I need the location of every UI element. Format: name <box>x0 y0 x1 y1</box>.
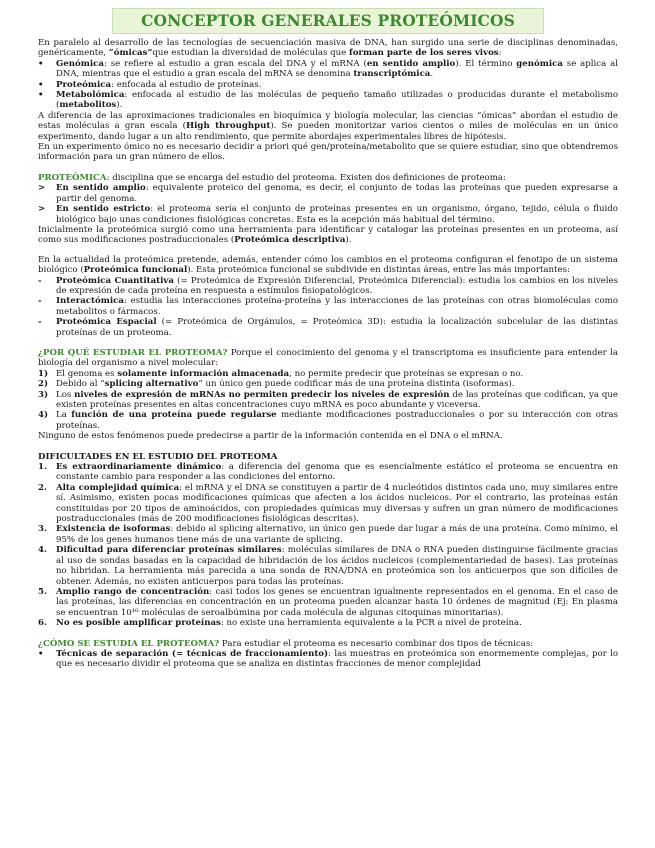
text: (= Proteómica de Expresión Diferencial, Proteómica Diferencial): estudia los cambios en los niveles de expresión de cada proteína en respuesta a estímulos fisiopatológicos. <box>56 275 619 296</box>
list-item <box>38 649 618 670</box>
text: Inicialmente la proteómica surgió como una herramienta para identificar y catalogar las proteínas presentes en un proteoma, así como sus modificaciones postraduccionales ( <box>38 224 618 246</box>
list-item <box>38 59 618 80</box>
list-item <box>38 183 618 204</box>
spacer <box>38 163 618 173</box>
text-bold: Proteómica descriptiva <box>234 235 346 246</box>
text-bold: splicing alternativo <box>104 379 199 390</box>
list-number: 1) <box>38 368 49 379</box>
text: Para estudiar el proteoma es necesario combinar dos tipos de técnicas: <box>219 638 534 649</box>
text-bold: “ómicas” <box>108 48 153 59</box>
title-banner <box>112 8 544 34</box>
term: Técnicas de separación (= técnicas de fraccionamiento) <box>56 648 329 659</box>
spacer <box>38 442 618 452</box>
list-item <box>38 369 618 379</box>
text: : el proteoma sería el conjunto de proteínas presentes en un organismo, órgano, tejido, célula o fluido biológico bajo unas condiciones fisiológicas concretas. Esta es la acepción más habitual del término. <box>56 204 618 225</box>
term: Amplio rango de concentración <box>56 586 210 597</box>
dash-marker: - <box>38 296 42 307</box>
list-item <box>38 276 618 297</box>
paragraph: Ninguno de estos fenómenos puede predecirse a partir de la información contenida en el DNA o el mRNA. <box>38 431 503 442</box>
text: : a diferencia del genoma que es esencialmente estático el proteoma se encuentra en constante cambio para responder a las condiciones del entorno. <box>56 462 618 483</box>
term: Alta complejidad química <box>56 482 180 493</box>
bullet-icon: • <box>38 58 44 69</box>
section-heading: ¿CÓMO SE ESTUDIA EL PROTEOMA? <box>38 638 220 649</box>
page-title: CONCEPTOR GENERALES PROTEÓMICOS <box>141 10 515 30</box>
term: Genómica <box>56 58 104 69</box>
bullet-icon: • <box>38 648 44 659</box>
arrow-marker-icon: > <box>38 183 46 194</box>
list-item <box>38 618 618 628</box>
list-number: 3. <box>38 524 47 535</box>
text: ). Esta proteómica funcional se subdivide en distintas áreas, entre las más importantes: <box>187 265 570 276</box>
text: : <box>498 48 502 59</box>
text: : moléculas similares de DNA o RNA pueden distinguirse fácilmente gracias al uso de sondas basadas en la capacidad de hibridación de los ácidos nucleicos (complementariedad de bases). Las proteínas no hibridan. La herramienta más parecida a una sonda de RNA/DNA en proteómica son los anticuerpos que son difíciles de obtener. Además, no existen anticuerpos para todas las proteínas. <box>56 545 618 587</box>
bullet-icon: • <box>38 90 44 101</box>
list-number: 1. <box>38 462 47 473</box>
intro-paragraph <box>38 38 618 59</box>
term: Existencia de isoformas <box>56 524 171 535</box>
document-page <box>38 8 618 670</box>
term: No es posible amplificar proteínas <box>56 618 221 629</box>
text: . <box>430 69 434 80</box>
text: de las proteínas que codifican, ya que existen proteínas presentes en altas concentraciones cuyo mRNA es poco abundante y viceversa. <box>56 389 618 410</box>
text: : enfocada al estudio de proteínas. <box>111 79 262 90</box>
text: El genoma es <box>56 368 118 379</box>
text: En la actualidad la proteómica pretende, además, entender cómo los cambios en el proteoma configuran el fenotipo de un sistema biológico ( <box>38 254 618 276</box>
paragraph <box>38 111 618 142</box>
list-item <box>38 410 618 431</box>
text: ” un único gen puede codificar más de una proteína distinta (isoformas). <box>198 379 515 390</box>
spacer <box>38 629 618 639</box>
proteomica-areas <box>38 276 618 338</box>
list-item <box>38 80 618 90</box>
list-item <box>38 379 618 389</box>
text: Debido al “ <box>56 379 105 390</box>
dificultades-list <box>38 462 618 629</box>
list-number: 2. <box>38 482 47 493</box>
paragraph: En un experimento ómico no es necesario decidir a priori qué gen/proteína/metabolito que se quiere estudiar, sino que obtendremos información para un gran número de ellos. <box>38 142 618 163</box>
term: Proteómica Espacial <box>56 317 157 328</box>
list-item <box>38 390 618 411</box>
list-item <box>38 524 618 545</box>
dash-marker: - <box>38 275 42 286</box>
list-item <box>38 204 618 225</box>
section-heading: PROTEÓMICA <box>38 172 107 183</box>
text: Los <box>56 389 75 400</box>
paragraph <box>38 225 618 246</box>
text: : disciplina que se encarga del estudio del proteoma. Existen dos definiciones de proteoma: <box>106 172 506 183</box>
text-bold: niveles de expresión de mRNAs no permiten predecir los niveles de expresión <box>74 389 450 400</box>
list-number: 6. <box>38 618 47 629</box>
dash-marker: - <box>38 317 42 328</box>
text: ). El término <box>455 58 517 69</box>
list-item <box>38 587 618 618</box>
omics-list <box>38 59 618 111</box>
text: : las muestras en proteómica son enormemente complejas, por lo que es necesario dividir el proteoma que se analiza en distintas fracciones de menor complejidad <box>56 648 618 670</box>
text-bold: metabolitos <box>59 100 117 111</box>
proteoma-definitions <box>38 183 618 225</box>
text: : equivalente proteico del genoma, es decir, el conjunto de todas las proteínas que pueden expresarse a partir del genoma. <box>56 183 618 204</box>
list-item <box>38 545 618 587</box>
text-bold: High throughput <box>186 121 271 132</box>
text: mediante modificaciones postraduccionales o por su interacción con otras proteínas. <box>56 410 618 431</box>
proteomica-lead <box>38 173 618 183</box>
term: Interactómica <box>56 296 124 307</box>
text: ). <box>116 100 123 111</box>
text: A diferencia de las aproximaciones tradicionales en bioquímica y biología molecular, las ciencias “ómicas” abordan el estudio de estas moléculas a gran escala ( <box>38 110 618 132</box>
text: Porque el conocimiento del genoma y el transcriptoma es insuficiente para entender la biología del organismo a nivel molecular: <box>38 347 618 369</box>
como-list <box>38 649 618 670</box>
text-bold: transcriptómica <box>353 69 431 80</box>
paragraph <box>38 255 618 276</box>
list-item <box>38 483 618 525</box>
text: , no permite predecir que proteínas se expresan o no. <box>289 368 524 379</box>
list-number: 2) <box>38 379 49 390</box>
porque-lead <box>38 348 618 369</box>
list-item <box>38 317 618 338</box>
text: se aplica al DNA, mientras que el estudio a gran escala del mRNA se denomina <box>56 58 618 80</box>
term: Es extraordinariamente dinámico <box>56 462 222 473</box>
text-bold: función de una proteína puede regularse <box>71 410 277 421</box>
text-bold: en sentido amplio <box>366 58 456 69</box>
term: Metabolómica <box>56 90 125 101</box>
text: (= Proteómica de Orgánulos, = Proteómica 3D): estudia la localización subcelular de las distintas proteínas de un proteoma. <box>56 317 618 338</box>
term: Proteómica Cuantitativa <box>56 275 174 286</box>
spacer <box>38 338 618 348</box>
term: En sentido estricto <box>56 204 151 215</box>
text: La <box>56 410 72 421</box>
porque-list <box>38 369 618 431</box>
term: En sentido amplio <box>56 183 146 194</box>
list-number: 4. <box>38 545 47 556</box>
list-item <box>38 296 618 317</box>
text: : enfocada al estudio de las moléculas de pequeño tamaño utilizadas o producidas durante el metabolismo ( <box>56 90 618 111</box>
list-item <box>38 90 618 111</box>
text: : se refiere al estudio a gran escala del DNA y el mRNA ( <box>103 58 367 69</box>
text-bold: solamente información almacenada <box>117 368 290 379</box>
term: Proteómica <box>56 79 112 90</box>
spacer <box>38 246 618 255</box>
list-number: 5. <box>38 586 47 597</box>
text: que estudian la diversidad de moléculas que <box>152 48 349 59</box>
text: : debido al splicing alternativo, un único gen puede dar lugar a más de una proteína. Como mínimo, el 95% de los genes humanos tiene más de una variante de splicing. <box>56 524 618 545</box>
text-bold: genómica <box>516 58 563 69</box>
text: : casi todos los genes se encuentran igualmente representados en el genoma. En el caso de las proteínas, las diferencias en concentración en un proteoma pueden alcanzar hasta 10 órdenes de magnitud (Ej: En plasma se encuentran 10¹⁰ moléculas de seroalbúmina por cada molécula de algunas citoquinas minoritarias). <box>56 586 618 618</box>
text: En paralelo al desarrollo de las tecnologías de secuenciación masiva de DNA, han surgido una serie de disciplinas denominadas, genéricamente, <box>38 38 618 59</box>
text-bold: forman parte de los seres vivos <box>349 48 499 59</box>
text-bold: Proteómica funcional <box>83 265 188 276</box>
text: ). Se pueden monitorizar varios cientos o miles de moléculas en un único experimento, dando lugar a un alto rendimiento, que permite abordajes experimentales libres de hipótesis. <box>38 121 619 142</box>
text: : no existe una herramienta equivalente a la PCR a nivel de proteína. <box>220 618 522 629</box>
arrow-marker-icon: > <box>38 204 46 215</box>
text: ). <box>345 235 352 246</box>
section-heading: DIFICULTADES EN EL ESTUDIO DEL PROTEOMA <box>38 451 278 462</box>
term: Dificultad para diferenciar proteínas similares <box>56 545 282 556</box>
list-number: 4) <box>38 410 49 421</box>
list-item <box>38 462 618 483</box>
bullet-icon: • <box>38 79 44 90</box>
list-number: 3) <box>38 389 49 400</box>
section-heading: ¿POR QUÉ ESTUDIAR EL PROTEOMA? <box>38 347 228 358</box>
text: : estudia las interacciones proteína-proteína y las interacciones de las proteínas con otras biomoléculas como metabolitos o fármacos. <box>56 296 618 317</box>
como-lead <box>38 639 618 649</box>
text: : el mRNA y el DNA se constituyen a partir de 4 nucleótidos distintos cada uno, muy similares entre sí. Asimismo, existen pocas modificaciones químicas que afecten a los ácidos nucleicos. Por el contrario, las proteínas están constituidas por 20 tipos de aminoácidos, con propiedades químicas muy diversas y sufren un gran número de modificaciones postraduccionales (más de 200 modificaciones fisiológicas descritas). <box>56 482 618 525</box>
